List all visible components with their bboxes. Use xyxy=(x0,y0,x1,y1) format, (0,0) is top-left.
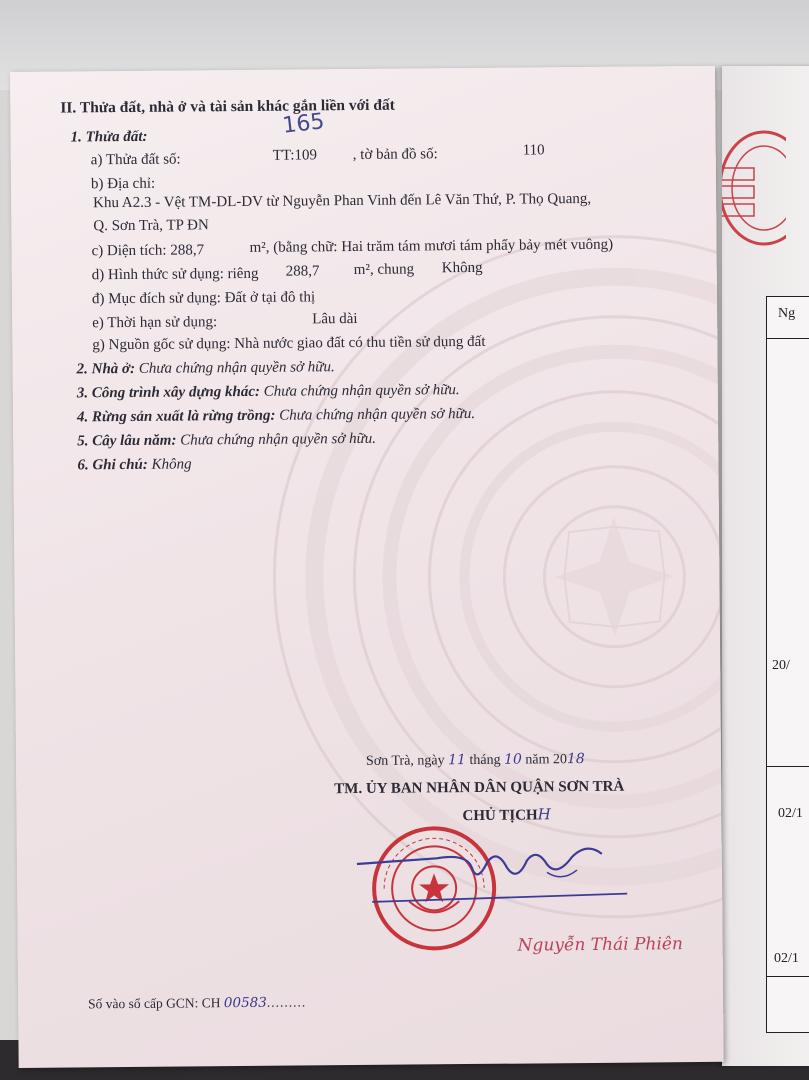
usage-shared-label: m², chung xyxy=(353,261,415,279)
purpose: đ) Mục đích sử dụng: Đất ở tại đô thị xyxy=(91,289,316,308)
date-year-label: năm 20 xyxy=(525,752,568,768)
item-label: 3. Công trình xây dựng khác: xyxy=(76,383,261,402)
address-label: b) Địa chỉ: xyxy=(90,175,156,193)
date-day: 11 xyxy=(448,752,467,769)
item-value: Chưa chứng nhận quyền sở hữu. xyxy=(180,430,377,449)
address-line: Khu A2.3 - Vệt TM-DL-DV từ Nguyễn Phan Vinh đến Lê Văn Thứ, P. Thọ Quang, xyxy=(93,190,592,212)
usage-form-label: d) Hình thức sử dụng: riêng xyxy=(91,265,259,284)
date-month: 10 xyxy=(503,751,522,768)
registry-number: Số vào sổ cấp GCN: CH 00583......... xyxy=(88,994,307,1012)
certificate-page xyxy=(10,66,724,1068)
office-stamp-icon xyxy=(722,128,786,248)
map-number: 110 xyxy=(522,142,545,159)
item-value: Chưa chứng nhận quyền sở hữu. xyxy=(138,359,335,377)
usage-shared-value: Không xyxy=(441,259,483,277)
date-prefix: Sơn Trà, ngày xyxy=(365,753,445,769)
item-value: Chưa chứng nhận quyền sở hữu. xyxy=(279,405,476,424)
term-label: e) Thời hạn sử dụng: xyxy=(92,314,218,332)
date-month-label: tháng xyxy=(469,752,501,769)
date-year: 18 xyxy=(566,751,585,768)
item-value: Không xyxy=(151,456,192,473)
parcel-label: a) Thửa đất số: xyxy=(90,151,181,169)
position-text: CHỦ TỊCH xyxy=(462,807,538,825)
item-notes xyxy=(77,456,191,474)
position-initial: H xyxy=(537,805,551,824)
signer-name: Nguyễn Thái Phiên xyxy=(517,934,683,956)
item-label: 6. Ghi chú: xyxy=(77,456,148,474)
item-other-construction xyxy=(77,382,460,402)
table-divider xyxy=(766,976,809,977)
origin: g) Nguồn gốc sử dụng: Nhà nước giao đất có thu tiền sử dụng đất xyxy=(92,333,486,354)
parcel-number: TT:109 xyxy=(272,147,318,164)
item-house xyxy=(77,359,335,378)
table-divider xyxy=(766,766,809,767)
registry-label: Số vào sổ cấp GCN: CH xyxy=(88,995,221,1012)
section-title: II. Thửa đất, nhà ở và tài sản khác gắn liền với đất xyxy=(60,96,395,117)
item-forest xyxy=(77,406,475,426)
item-perennial-trees xyxy=(77,431,376,451)
registry-value: 00583 xyxy=(223,994,267,1012)
area-label: c) Diện tích: 288,7 xyxy=(91,242,205,260)
item-value: Chưa chứng nhận quyền sở hữu. xyxy=(263,382,460,400)
right-page-date: 20/ xyxy=(772,658,790,673)
right-page-date: 02/1 xyxy=(774,951,799,966)
right-page-header: Ng xyxy=(778,306,796,321)
right-page-date: 02/1 xyxy=(778,806,803,821)
address-line: Q. Sơn Trà, TP ĐN xyxy=(93,217,209,235)
signature-icon xyxy=(347,832,638,925)
item-label: 5. Cây lâu năm: xyxy=(77,432,177,450)
handwritten-number: 165 xyxy=(281,109,326,139)
usage-private-area: 288,7 xyxy=(285,263,320,280)
land-heading: 1. Thửa đất: xyxy=(70,128,148,146)
term-value: Lâu dài xyxy=(312,310,358,328)
signing-date xyxy=(366,751,585,770)
area-unit: m², (bằng chữ: Hai trăm tám mươi tám phẩy bảy mét vuông) xyxy=(249,236,614,256)
map-label: , tờ bản đồ số: xyxy=(352,146,438,164)
item-label: 2. Nhà ở: xyxy=(76,360,136,378)
authority: TM. ỦY BAN NHÂN DÂN QUẬN SƠN TRÀ xyxy=(334,778,625,798)
adjacent-page xyxy=(722,66,809,1066)
item-label: 4. Rừng sản xuất là rừng trồng: xyxy=(76,407,276,426)
table-divider xyxy=(766,338,809,339)
